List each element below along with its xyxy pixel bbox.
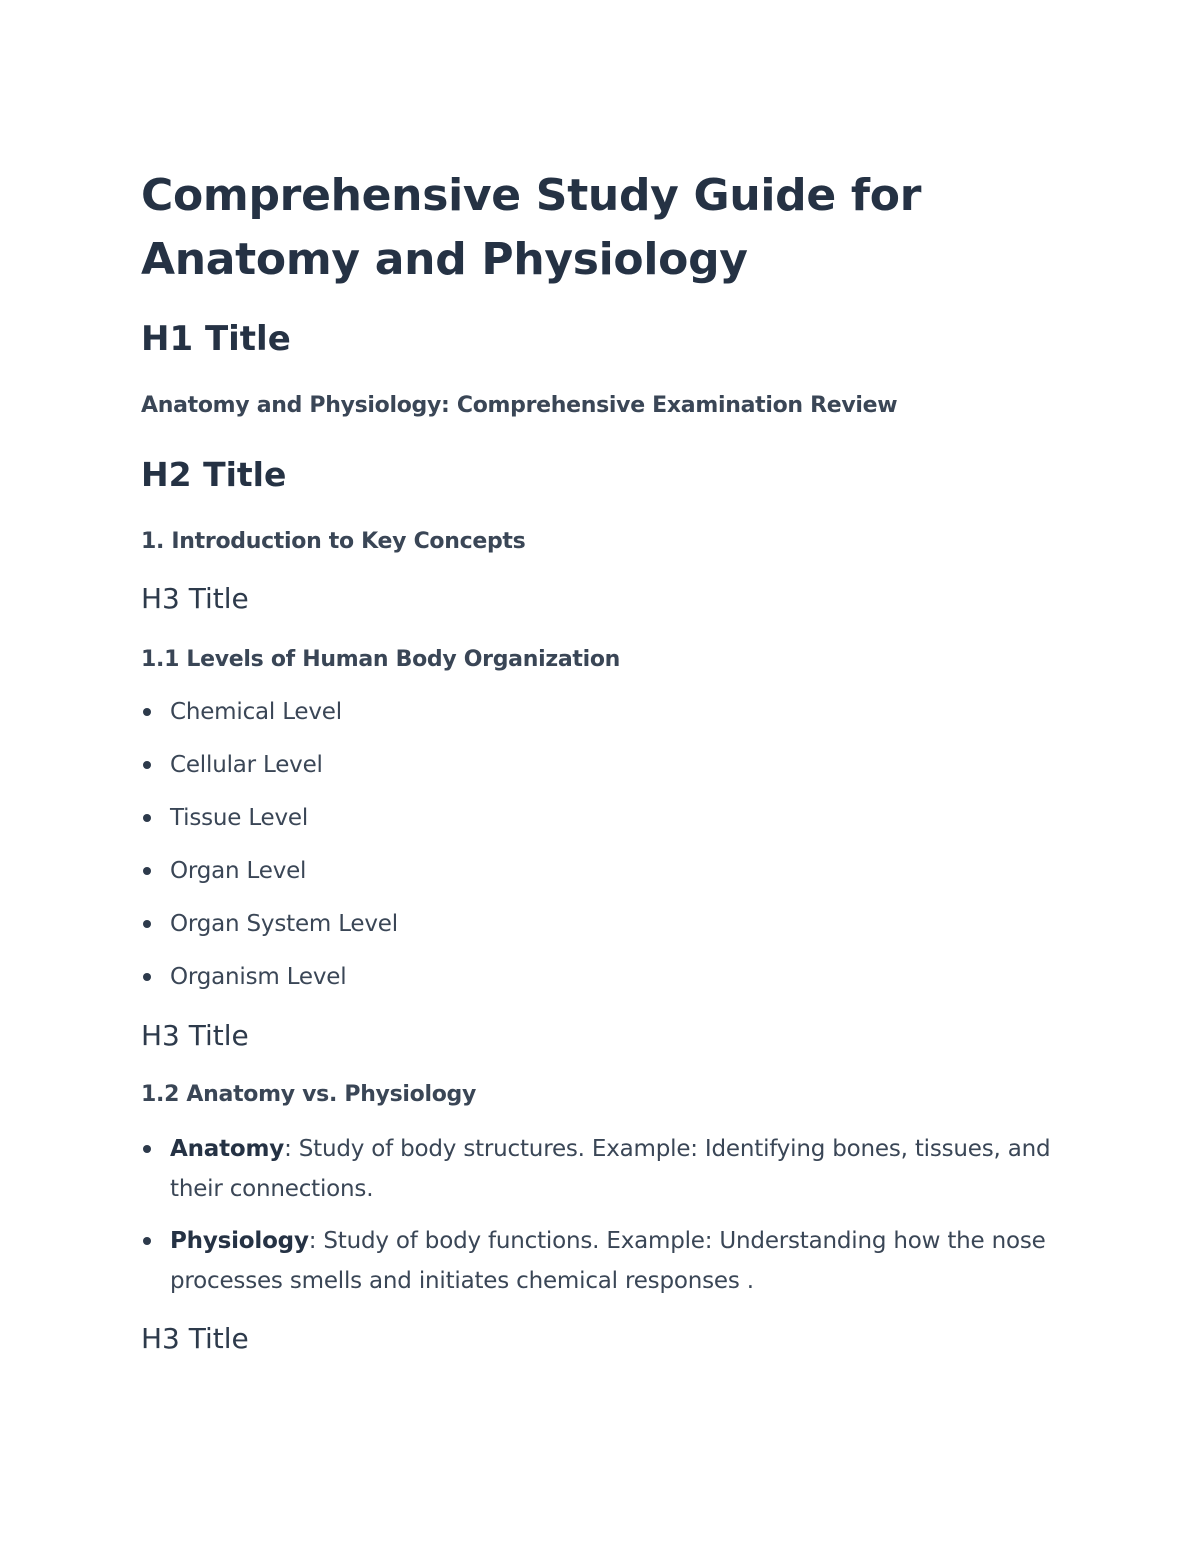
list-item: Organism Level: [141, 957, 1071, 997]
document-subtitle: Anatomy and Physiology: Comprehensive Examination Review: [141, 393, 898, 418]
list-item: Tissue Level: [141, 798, 1071, 838]
list-item: Organ System Level: [141, 904, 1071, 944]
h3-label: H3 Title: [141, 582, 249, 615]
subsection-title-levels: 1.1 Levels of Human Body Organization: [141, 647, 621, 672]
document-title: [141, 164, 921, 292]
definition-item: [141, 1129, 1071, 1209]
subsection-title-anatomy-vs-physiology: 1.2 Anatomy vs. Physiology: [141, 1082, 476, 1107]
list-item: Organ Level: [141, 851, 1071, 891]
document-title-line-1: Comprehensive Study Guide for: [141, 170, 922, 221]
list-item: Chemical Level: [141, 692, 1071, 732]
definition-text: : Study of body structures. Example: Identifying bones, tissues, and their connections.: [170, 1136, 1051, 1202]
section-title-introduction: 1. Introduction to Key Concepts: [141, 529, 526, 554]
h3-label: H3 Title: [141, 1019, 249, 1052]
definition-item: [141, 1221, 1071, 1301]
h1-label: H1 Title: [141, 319, 291, 359]
definitions-list: [141, 1129, 1071, 1313]
h3-label: H3 Title: [141, 1322, 249, 1355]
h2-label: H2 Title: [141, 455, 287, 494]
definition-term: Physiology: [170, 1228, 309, 1254]
list-item: Cellular Level: [141, 745, 1071, 785]
definition-text: : Study of body functions. Example: Understanding how the nose processes smells and initiates chemical responses .: [170, 1228, 1046, 1294]
document-title-line-2: Anatomy and Physiology: [141, 234, 748, 285]
definition-term: Anatomy: [170, 1136, 285, 1162]
levels-list: [141, 692, 1071, 1010]
